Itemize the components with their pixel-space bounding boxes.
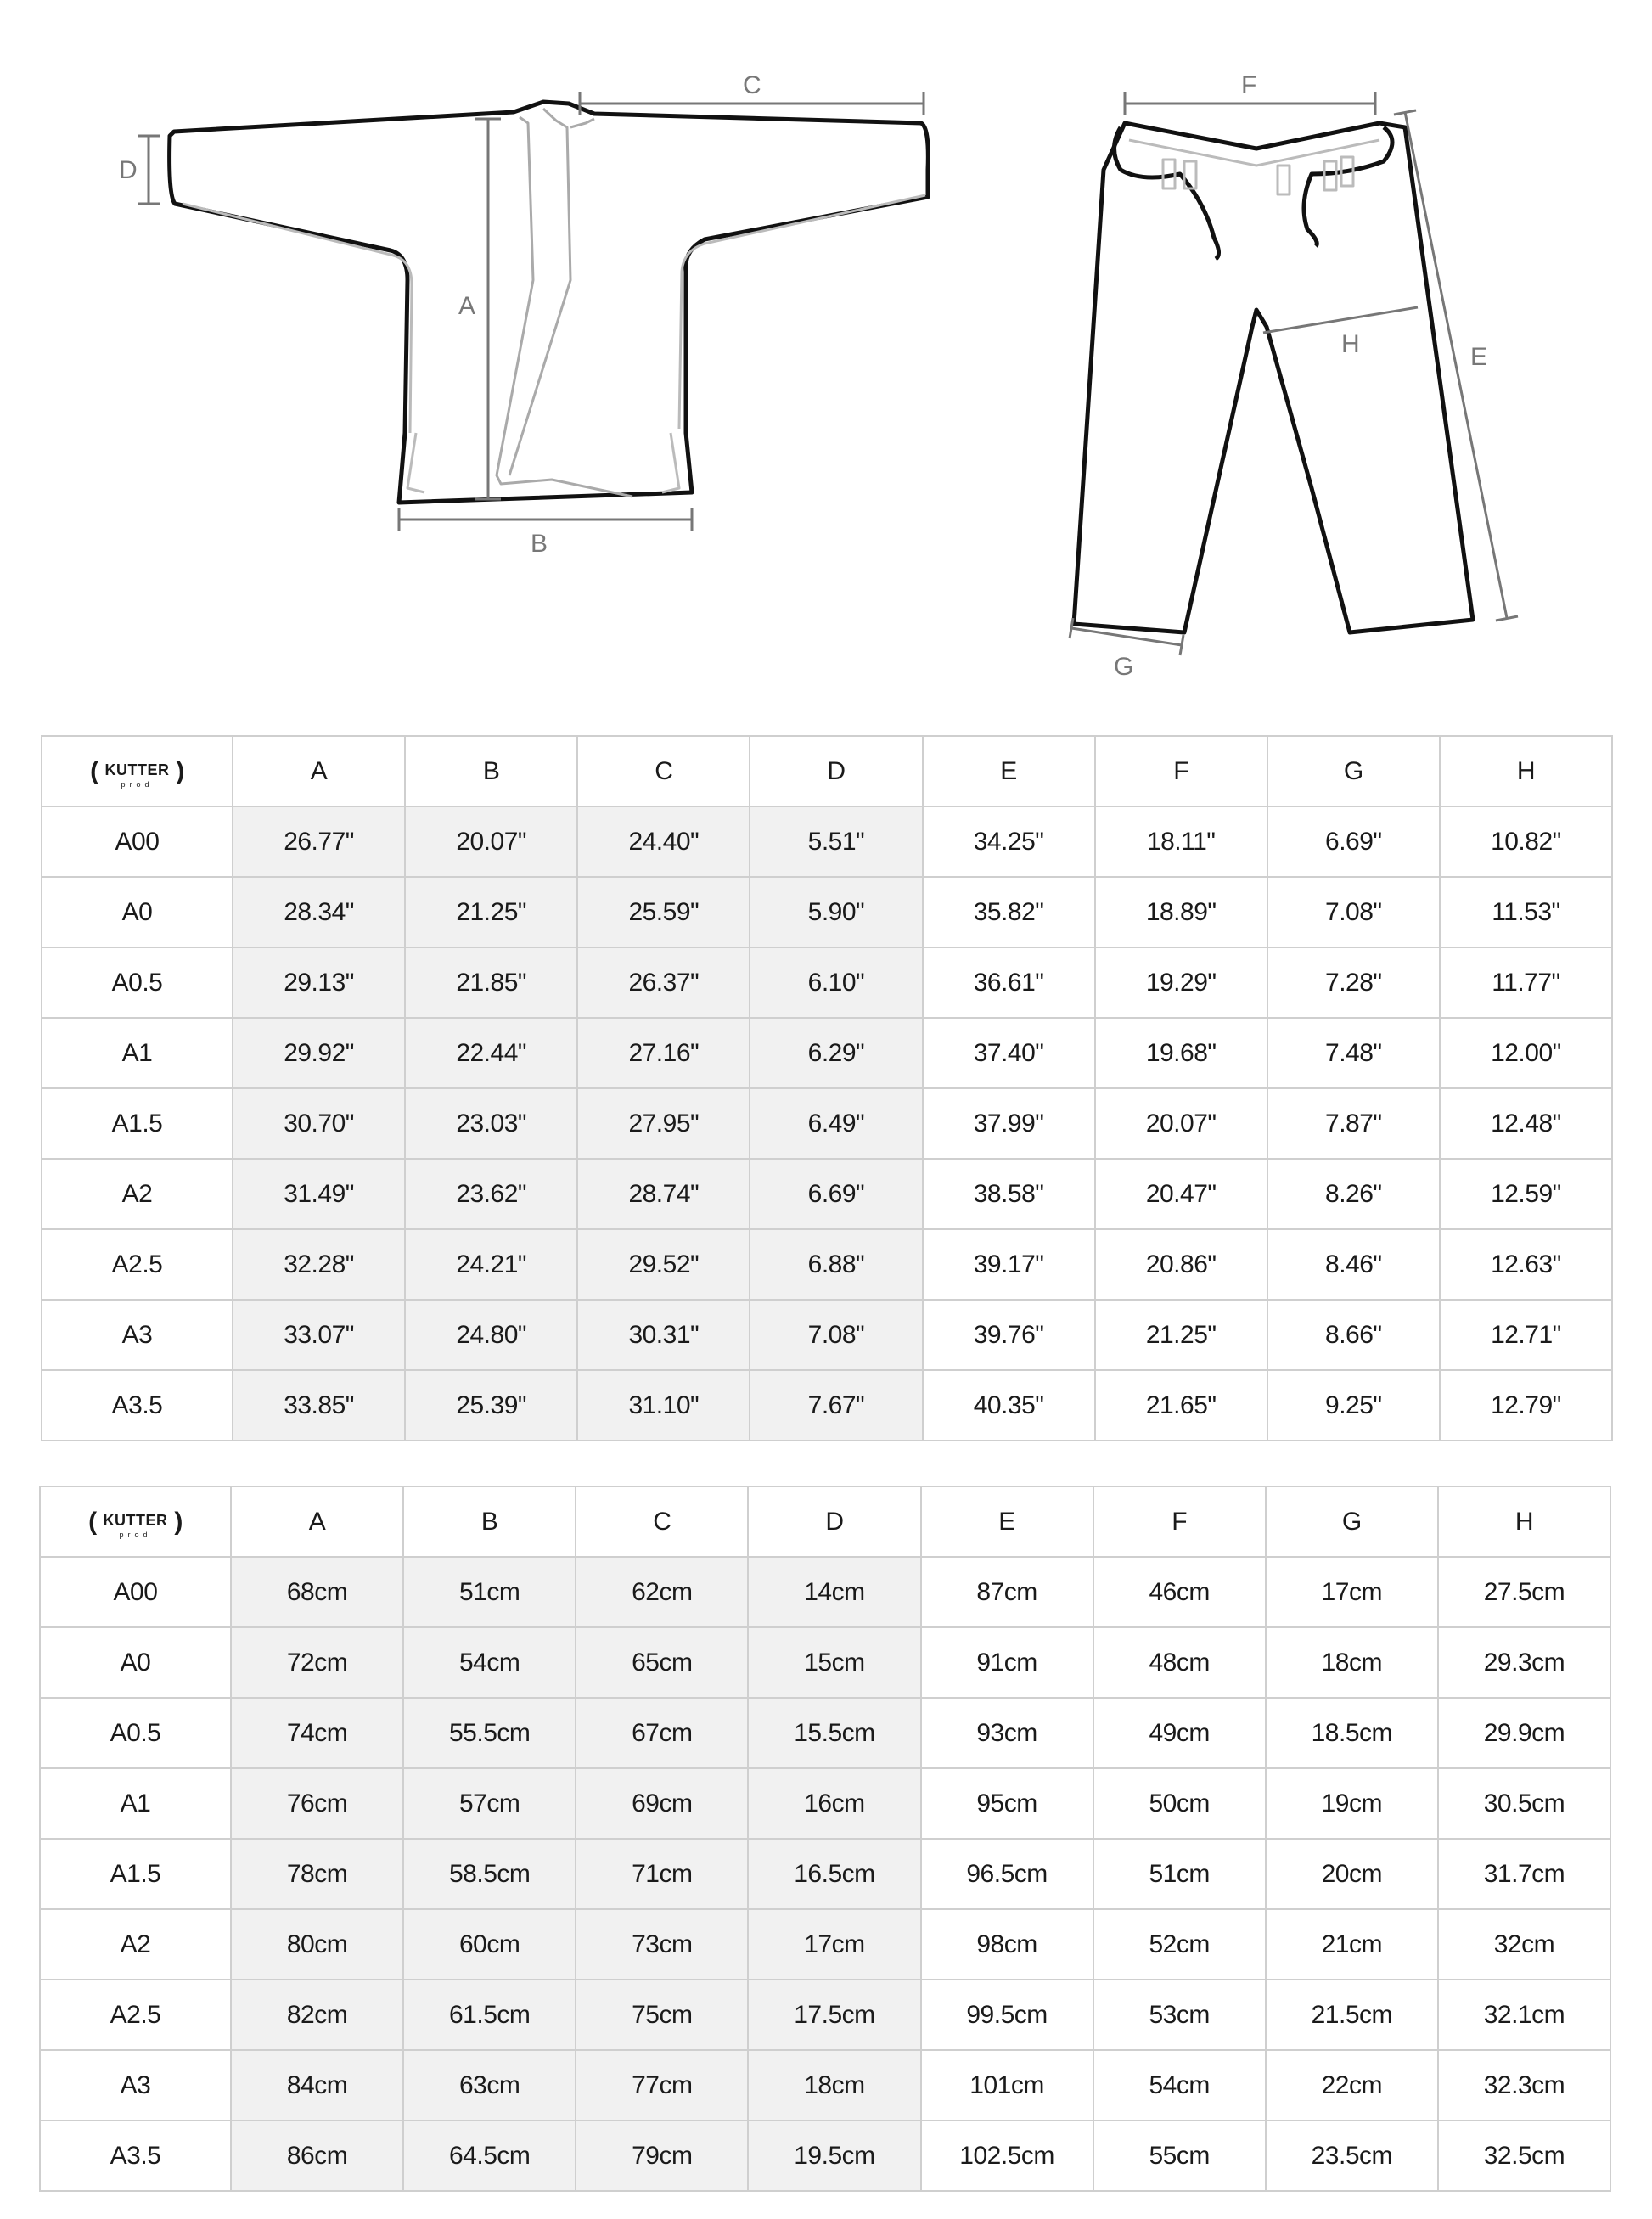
measurement-cell: 7.48" bbox=[1267, 1018, 1440, 1088]
measurement-cell: 34.25" bbox=[923, 806, 1095, 877]
measurement-cell: 35.82" bbox=[923, 877, 1095, 947]
measurement-cell: 16.5cm bbox=[748, 1839, 920, 1909]
measurement-cell: 7.08" bbox=[750, 1300, 922, 1370]
size-label: A2.5 bbox=[42, 1229, 233, 1300]
measurement-cell: 20.86" bbox=[1095, 1229, 1267, 1300]
dim-label-h: H bbox=[1341, 330, 1360, 358]
brand-logo-cell bbox=[40, 1486, 231, 1557]
measurement-cell: 12.71" bbox=[1440, 1300, 1612, 1370]
measurement-cell: 57cm bbox=[403, 1768, 576, 1839]
measurement-cell: 60cm bbox=[403, 1909, 576, 1980]
size-label: A00 bbox=[42, 806, 233, 877]
measurement-cell: 8.46" bbox=[1267, 1229, 1440, 1300]
measurement-cell: 33.85" bbox=[233, 1370, 405, 1441]
measurement-cell: 29.3cm bbox=[1438, 1627, 1610, 1698]
measurement-cell: 20.47" bbox=[1095, 1159, 1267, 1229]
measurement-cell: 39.76" bbox=[923, 1300, 1095, 1370]
measurement-cell: 25.59" bbox=[577, 877, 750, 947]
measurement-cell: 32cm bbox=[1438, 1909, 1610, 1980]
measurement-cell: 40.35" bbox=[923, 1370, 1095, 1441]
measurement-cell: 14cm bbox=[748, 1557, 920, 1627]
measurement-cell: 7.67" bbox=[750, 1370, 922, 1441]
size-label: A1.5 bbox=[42, 1088, 233, 1159]
measurement-cell: 91cm bbox=[921, 1627, 1093, 1698]
size-label: A0.5 bbox=[40, 1698, 231, 1768]
kutter-logo: ( KUTTER prod ) bbox=[88, 1507, 183, 1539]
measurement-cell: 79cm bbox=[576, 2121, 748, 2191]
dim-label-e: E bbox=[1470, 343, 1488, 371]
column-header: E bbox=[921, 1486, 1093, 1557]
measurement-cell: 6.10" bbox=[750, 947, 922, 1018]
measurement-cell: 54cm bbox=[1093, 2050, 1266, 2121]
column-header: C bbox=[576, 1486, 748, 1557]
measurement-cell: 75cm bbox=[576, 1980, 748, 2050]
table-header-row bbox=[40, 1486, 1610, 1557]
measurement-cell: 27.95" bbox=[577, 1088, 750, 1159]
measurement-cell: 48cm bbox=[1093, 1627, 1266, 1698]
measurement-cell: 86cm bbox=[231, 2121, 403, 2191]
measurement-cell: 38.58" bbox=[923, 1159, 1095, 1229]
measurement-cell: 95cm bbox=[921, 1768, 1093, 1839]
table-row bbox=[42, 1159, 1612, 1229]
column-header: B bbox=[403, 1486, 576, 1557]
column-header: G bbox=[1267, 736, 1440, 806]
size-label: A3 bbox=[40, 2050, 231, 2121]
size-label: A3.5 bbox=[42, 1370, 233, 1441]
jacket-dimension-lines bbox=[138, 92, 924, 531]
measurement-cell: 7.28" bbox=[1267, 947, 1440, 1018]
measurement-cell: 67cm bbox=[576, 1698, 748, 1768]
size-label: A1 bbox=[42, 1018, 233, 1088]
measurement-cell: 15.5cm bbox=[748, 1698, 920, 1768]
table-row bbox=[42, 1088, 1612, 1159]
measurement-cell: 23.62" bbox=[405, 1159, 577, 1229]
measurement-cell: 84cm bbox=[231, 2050, 403, 2121]
measurement-cell: 39.17" bbox=[923, 1229, 1095, 1300]
measurement-cell: 101cm bbox=[921, 2050, 1093, 2121]
measurement-cell: 6.69" bbox=[750, 1159, 922, 1229]
pants-illustration bbox=[1074, 123, 1473, 632]
measurement-cell: 52cm bbox=[1093, 1909, 1266, 1980]
measurement-cell: 29.9cm bbox=[1438, 1698, 1610, 1768]
measurement-cell: 30.70" bbox=[233, 1088, 405, 1159]
measurement-cell: 21.25" bbox=[405, 877, 577, 947]
size-label: A0.5 bbox=[42, 947, 233, 1018]
table-row bbox=[40, 1909, 1610, 1980]
table-row bbox=[42, 1229, 1612, 1300]
jacket-illustration bbox=[170, 102, 929, 503]
table-row bbox=[40, 2121, 1610, 2191]
table-row bbox=[40, 2050, 1610, 2121]
measurement-cell: 19cm bbox=[1266, 1768, 1438, 1839]
table-row bbox=[40, 1698, 1610, 1768]
measurement-cell: 29.92" bbox=[233, 1018, 405, 1088]
size-label: A2 bbox=[42, 1159, 233, 1229]
measurement-cell: 8.66" bbox=[1267, 1300, 1440, 1370]
table-row bbox=[42, 1300, 1612, 1370]
measurement-cell: 5.90" bbox=[750, 877, 922, 947]
measurement-cell: 5.51" bbox=[750, 806, 922, 877]
size-label: A3 bbox=[42, 1300, 233, 1370]
measurement-cell: 21.5cm bbox=[1266, 1980, 1438, 2050]
measurement-cell: 12.48" bbox=[1440, 1088, 1612, 1159]
measurement-cell: 18cm bbox=[748, 2050, 920, 2121]
measurement-cell: 18.89" bbox=[1095, 877, 1267, 947]
measurement-cell: 20.07" bbox=[1095, 1088, 1267, 1159]
column-header: E bbox=[923, 736, 1095, 806]
size-label: A1.5 bbox=[40, 1839, 231, 1909]
measurement-cell: 71cm bbox=[576, 1839, 748, 1909]
measurement-cell: 77cm bbox=[576, 2050, 748, 2121]
measurement-cell: 46cm bbox=[1093, 1557, 1266, 1627]
measurement-cell: 17cm bbox=[748, 1909, 920, 1980]
measurement-cell: 53cm bbox=[1093, 1980, 1266, 2050]
measurement-cell: 63cm bbox=[403, 2050, 576, 2121]
measurement-cell: 68cm bbox=[231, 1557, 403, 1627]
measurement-cell: 18cm bbox=[1266, 1627, 1438, 1698]
measurement-cell: 28.34" bbox=[233, 877, 405, 947]
table-row bbox=[42, 947, 1612, 1018]
measurement-cell: 87cm bbox=[921, 1557, 1093, 1627]
measurement-cell: 23.03" bbox=[405, 1088, 577, 1159]
column-header: B bbox=[405, 736, 577, 806]
size-label: A1 bbox=[40, 1768, 231, 1839]
column-header: F bbox=[1093, 1486, 1266, 1557]
measurement-cell: 31.7cm bbox=[1438, 1839, 1610, 1909]
measurement-cell: 20.07" bbox=[405, 806, 577, 877]
measurement-cell: 24.40" bbox=[577, 806, 750, 877]
measurement-cell: 25.39" bbox=[405, 1370, 577, 1441]
measurement-cell: 12.63" bbox=[1440, 1229, 1612, 1300]
measurement-cell: 18.11" bbox=[1095, 806, 1267, 877]
measurement-cell: 22.44" bbox=[405, 1018, 577, 1088]
size-label: A2 bbox=[40, 1909, 231, 1980]
measurement-cell: 7.87" bbox=[1267, 1088, 1440, 1159]
size-table-inches bbox=[41, 735, 1613, 1441]
dim-label-b: B bbox=[531, 530, 548, 558]
measurement-cell: 30.31" bbox=[577, 1300, 750, 1370]
measurement-cell: 19.29" bbox=[1095, 947, 1267, 1018]
measurement-cell: 32.5cm bbox=[1438, 2121, 1610, 2191]
table-row bbox=[40, 1980, 1610, 2050]
measurement-cell: 99.5cm bbox=[921, 1980, 1093, 2050]
table-row bbox=[42, 877, 1612, 947]
table-row bbox=[40, 1768, 1610, 1839]
measurement-cell: 18.5cm bbox=[1266, 1698, 1438, 1768]
measurement-cell: 72cm bbox=[231, 1627, 403, 1698]
measurement-cell: 62cm bbox=[576, 1557, 748, 1627]
measurement-cell: 19.5cm bbox=[748, 2121, 920, 2191]
measurement-cell: 31.10" bbox=[577, 1370, 750, 1441]
measurement-cell: 12.59" bbox=[1440, 1159, 1612, 1229]
dim-label-a: A bbox=[458, 292, 476, 320]
table-row bbox=[40, 1627, 1610, 1698]
measurement-cell: 16cm bbox=[748, 1768, 920, 1839]
size-label: A2.5 bbox=[40, 1980, 231, 2050]
measurement-cell: 6.69" bbox=[1267, 806, 1440, 877]
measurement-cell: 11.77" bbox=[1440, 947, 1612, 1018]
measurement-cell: 36.61" bbox=[923, 947, 1095, 1018]
measurement-cell: 15cm bbox=[748, 1627, 920, 1698]
measurement-cell: 11.53" bbox=[1440, 877, 1612, 947]
measurement-cell: 74cm bbox=[231, 1698, 403, 1768]
column-header: D bbox=[750, 736, 922, 806]
measurement-cell: 26.37" bbox=[577, 947, 750, 1018]
size-table-cm bbox=[39, 1486, 1611, 2192]
measurement-cell: 23.5cm bbox=[1266, 2121, 1438, 2191]
measurement-cell: 21.65" bbox=[1095, 1370, 1267, 1441]
column-header: H bbox=[1440, 736, 1612, 806]
measurement-cell: 98cm bbox=[921, 1909, 1093, 1980]
measurement-cell: 51cm bbox=[1093, 1839, 1266, 1909]
measurement-cell: 6.29" bbox=[750, 1018, 922, 1088]
table-row bbox=[42, 1370, 1612, 1441]
measurement-cell: 61.5cm bbox=[403, 1980, 576, 2050]
measurement-cell: 17cm bbox=[1266, 1557, 1438, 1627]
measurement-cell: 29.52" bbox=[577, 1229, 750, 1300]
measurement-cell: 20cm bbox=[1266, 1839, 1438, 1909]
brand-logo-cell bbox=[42, 736, 233, 806]
size-label: A0 bbox=[40, 1627, 231, 1698]
measurement-cell: 10.82" bbox=[1440, 806, 1612, 877]
measurement-cell: 21cm bbox=[1266, 1909, 1438, 1980]
column-header: G bbox=[1266, 1486, 1438, 1557]
measurement-cell: 24.80" bbox=[405, 1300, 577, 1370]
measurement-cell: 51cm bbox=[403, 1557, 576, 1627]
measurement-cell: 30.5cm bbox=[1438, 1768, 1610, 1839]
measurement-cell: 27.5cm bbox=[1438, 1557, 1610, 1627]
size-label: A00 bbox=[40, 1557, 231, 1627]
measurement-cell: 12.79" bbox=[1440, 1370, 1612, 1441]
measurement-cell: 96.5cm bbox=[921, 1839, 1093, 1909]
size-label: A0 bbox=[42, 877, 233, 947]
measurement-cell: 55.5cm bbox=[403, 1698, 576, 1768]
measurement-cell: 6.88" bbox=[750, 1229, 922, 1300]
dim-label-c: C bbox=[743, 71, 761, 99]
measurement-cell: 27.16" bbox=[577, 1018, 750, 1088]
measurement-cell: 69cm bbox=[576, 1768, 748, 1839]
measurement-cell: 76cm bbox=[231, 1768, 403, 1839]
measurement-cell: 29.13" bbox=[233, 947, 405, 1018]
measurement-cell: 49cm bbox=[1093, 1698, 1266, 1768]
measurement-cell: 54cm bbox=[403, 1627, 576, 1698]
table-row bbox=[42, 1018, 1612, 1088]
measurement-cell: 64.5cm bbox=[403, 2121, 576, 2191]
measurement-cell: 31.49" bbox=[233, 1159, 405, 1229]
size-label: A3.5 bbox=[40, 2121, 231, 2191]
measurement-cell: 55cm bbox=[1093, 2121, 1266, 2191]
column-header: F bbox=[1095, 736, 1267, 806]
table-row bbox=[40, 1839, 1610, 1909]
measurement-cell: 93cm bbox=[921, 1698, 1093, 1768]
measurement-cell: 80cm bbox=[231, 1909, 403, 1980]
measurement-cell: 65cm bbox=[576, 1627, 748, 1698]
measurement-cell: 24.21" bbox=[405, 1229, 577, 1300]
measurement-cell: 6.49" bbox=[750, 1088, 922, 1159]
measurement-cell: 58.5cm bbox=[403, 1839, 576, 1909]
dim-label-d: D bbox=[119, 156, 138, 184]
measurement-cell: 37.99" bbox=[923, 1088, 1095, 1159]
measurement-cell: 50cm bbox=[1093, 1768, 1266, 1839]
dim-label-g: G bbox=[1114, 653, 1134, 681]
measurement-cell: 17.5cm bbox=[748, 1980, 920, 2050]
measurement-cell: 32.28" bbox=[233, 1229, 405, 1300]
measurement-cell: 32.3cm bbox=[1438, 2050, 1610, 2121]
column-header: A bbox=[233, 736, 405, 806]
measurement-cell: 33.07" bbox=[233, 1300, 405, 1370]
measurement-cell: 22cm bbox=[1266, 2050, 1438, 2121]
measurement-cell: 21.25" bbox=[1095, 1300, 1267, 1370]
measurement-cell: 8.26" bbox=[1267, 1159, 1440, 1229]
garment-diagram bbox=[0, 0, 1652, 722]
kutter-logo: ( KUTTER prod ) bbox=[90, 756, 184, 789]
measurement-cell: 19.68" bbox=[1095, 1018, 1267, 1088]
measurement-cell: 12.00" bbox=[1440, 1018, 1612, 1088]
measurement-cell: 21.85" bbox=[405, 947, 577, 1018]
column-header: H bbox=[1438, 1486, 1610, 1557]
measurement-cell: 82cm bbox=[231, 1980, 403, 2050]
table-header-row bbox=[42, 736, 1612, 806]
measurement-cell: 37.40" bbox=[923, 1018, 1095, 1088]
measurement-cell: 73cm bbox=[576, 1909, 748, 1980]
measurement-cell: 9.25" bbox=[1267, 1370, 1440, 1441]
measurement-cell: 32.1cm bbox=[1438, 1980, 1610, 2050]
table-row bbox=[42, 806, 1612, 877]
measurement-cell: 26.77" bbox=[233, 806, 405, 877]
column-header: C bbox=[577, 736, 750, 806]
table-row bbox=[40, 1557, 1610, 1627]
dim-label-f: F bbox=[1241, 71, 1257, 99]
column-header: D bbox=[748, 1486, 920, 1557]
measurement-cell: 28.74" bbox=[577, 1159, 750, 1229]
measurement-cell: 7.08" bbox=[1267, 877, 1440, 947]
column-header: A bbox=[231, 1486, 403, 1557]
measurement-cell: 102.5cm bbox=[921, 2121, 1093, 2191]
measurement-cell: 78cm bbox=[231, 1839, 403, 1909]
